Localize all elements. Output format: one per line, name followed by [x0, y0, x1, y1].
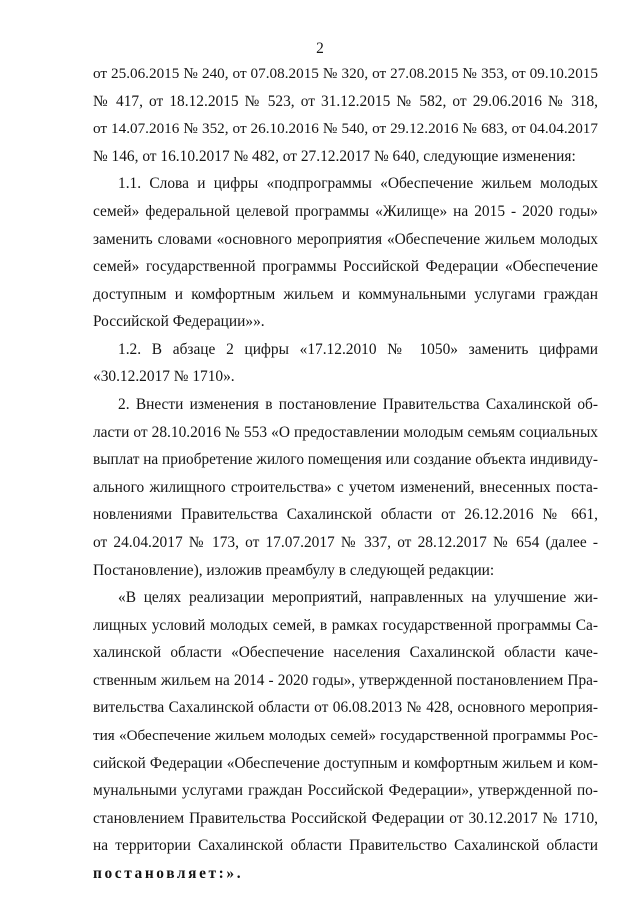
text-line: становлением Правительства Российской Федерации от 30.12.2017 № 1710, — [93, 810, 598, 827]
text-line: ального жилищного строительства» с учетом изменений, внесенных поста- — [93, 479, 598, 496]
text-line: от 25.06.2015 № 240, от 07.08.2015 № 320, от 27.08.2015 № 353, от 09.10.2015 — [93, 65, 598, 82]
text-line: семей» государственной программы Российской Федерации «Обеспечение — [93, 258, 598, 275]
text-line: халинской области «Обеспечение населения Сахалинской области каче- — [93, 644, 598, 661]
text-line: доступным и комфортным жильем и коммунальными услугами граждан — [93, 286, 598, 303]
text-line: № 146, от 16.10.2017 № 482, от 27.12.2017 № 640, следующие изменения: — [93, 148, 576, 165]
text-line: ственным жильем на 2014 - 2020 годы», утвержденной постановлением Пра- — [93, 672, 598, 689]
text-line: от 14.07.2016 № 352, от 26.10.2016 № 540, от 29.12.2016 № 683, от 04.04.2017 — [93, 120, 598, 137]
text-line: мунальными услугами граждан Российской Федерации», утвержденной по- — [93, 782, 598, 799]
text-line: ласти от 28.10.2016 № 553 «О предоставлении молодым семьям социальных — [93, 424, 598, 441]
text-line: Постановление), изложив преамбулу в следующей редакции: — [93, 562, 495, 579]
text-line: от 24.04.2017 № 173, от 17.07.2017 № 337, от 28.12.2017 № 654 (далее - — [93, 534, 598, 551]
text-line: семей» федеральной целевой программы «Жилище» на 2015 - 2020 годы» — [93, 203, 598, 220]
text-line-closing: постановляет:». — [93, 865, 244, 882]
text-line: 1.2. В абзаце 2 цифры «17.12.2010 № 1050» заменить цифрами — [118, 341, 598, 358]
text-line: № 417, от 18.12.2015 № 523, от 31.12.2015 № 582, от 29.06.2016 № 318, — [93, 93, 598, 110]
text-line: 2. Внести изменения в постановление Правительства Сахалинской об- — [118, 396, 598, 413]
text-line: 1.1. Слова и цифры «подпрограммы «Обеспечение жильем молодых — [118, 175, 598, 192]
text-line: на территории Сахалинской области Правительство Сахалинской области — [93, 837, 598, 854]
text-line: заменить словами «основного мероприятия «Обеспечение жильем молодых — [93, 231, 598, 248]
text-line: новлениями Правительства Сахалинской области от 26.12.2016 № 661, — [93, 506, 598, 523]
text-line: лищных условий молодых семей, в рамках государственной программы Са- — [93, 617, 598, 634]
page-number: 2 — [316, 40, 324, 57]
text-line: Российской Федерации»». — [93, 313, 265, 330]
text-line: выплат на приобретение жилого помещения или создание объекта индивиду- — [93, 451, 598, 468]
text-line: вительства Сахалинской области от 06.08.2013 № 428, основного мероприя- — [93, 699, 598, 716]
text-line: «В целях реализации мероприятий, направленных на улучшение жи- — [118, 589, 598, 606]
text-line: «30.12.2017 № 1710». — [93, 368, 235, 385]
text-line: тия «Обеспечение жильем молодых семей» государственной программы Рос- — [93, 727, 598, 744]
text-line: сийской Федерации «Обеспечение доступным и комфортным жильем и ком- — [93, 755, 598, 772]
